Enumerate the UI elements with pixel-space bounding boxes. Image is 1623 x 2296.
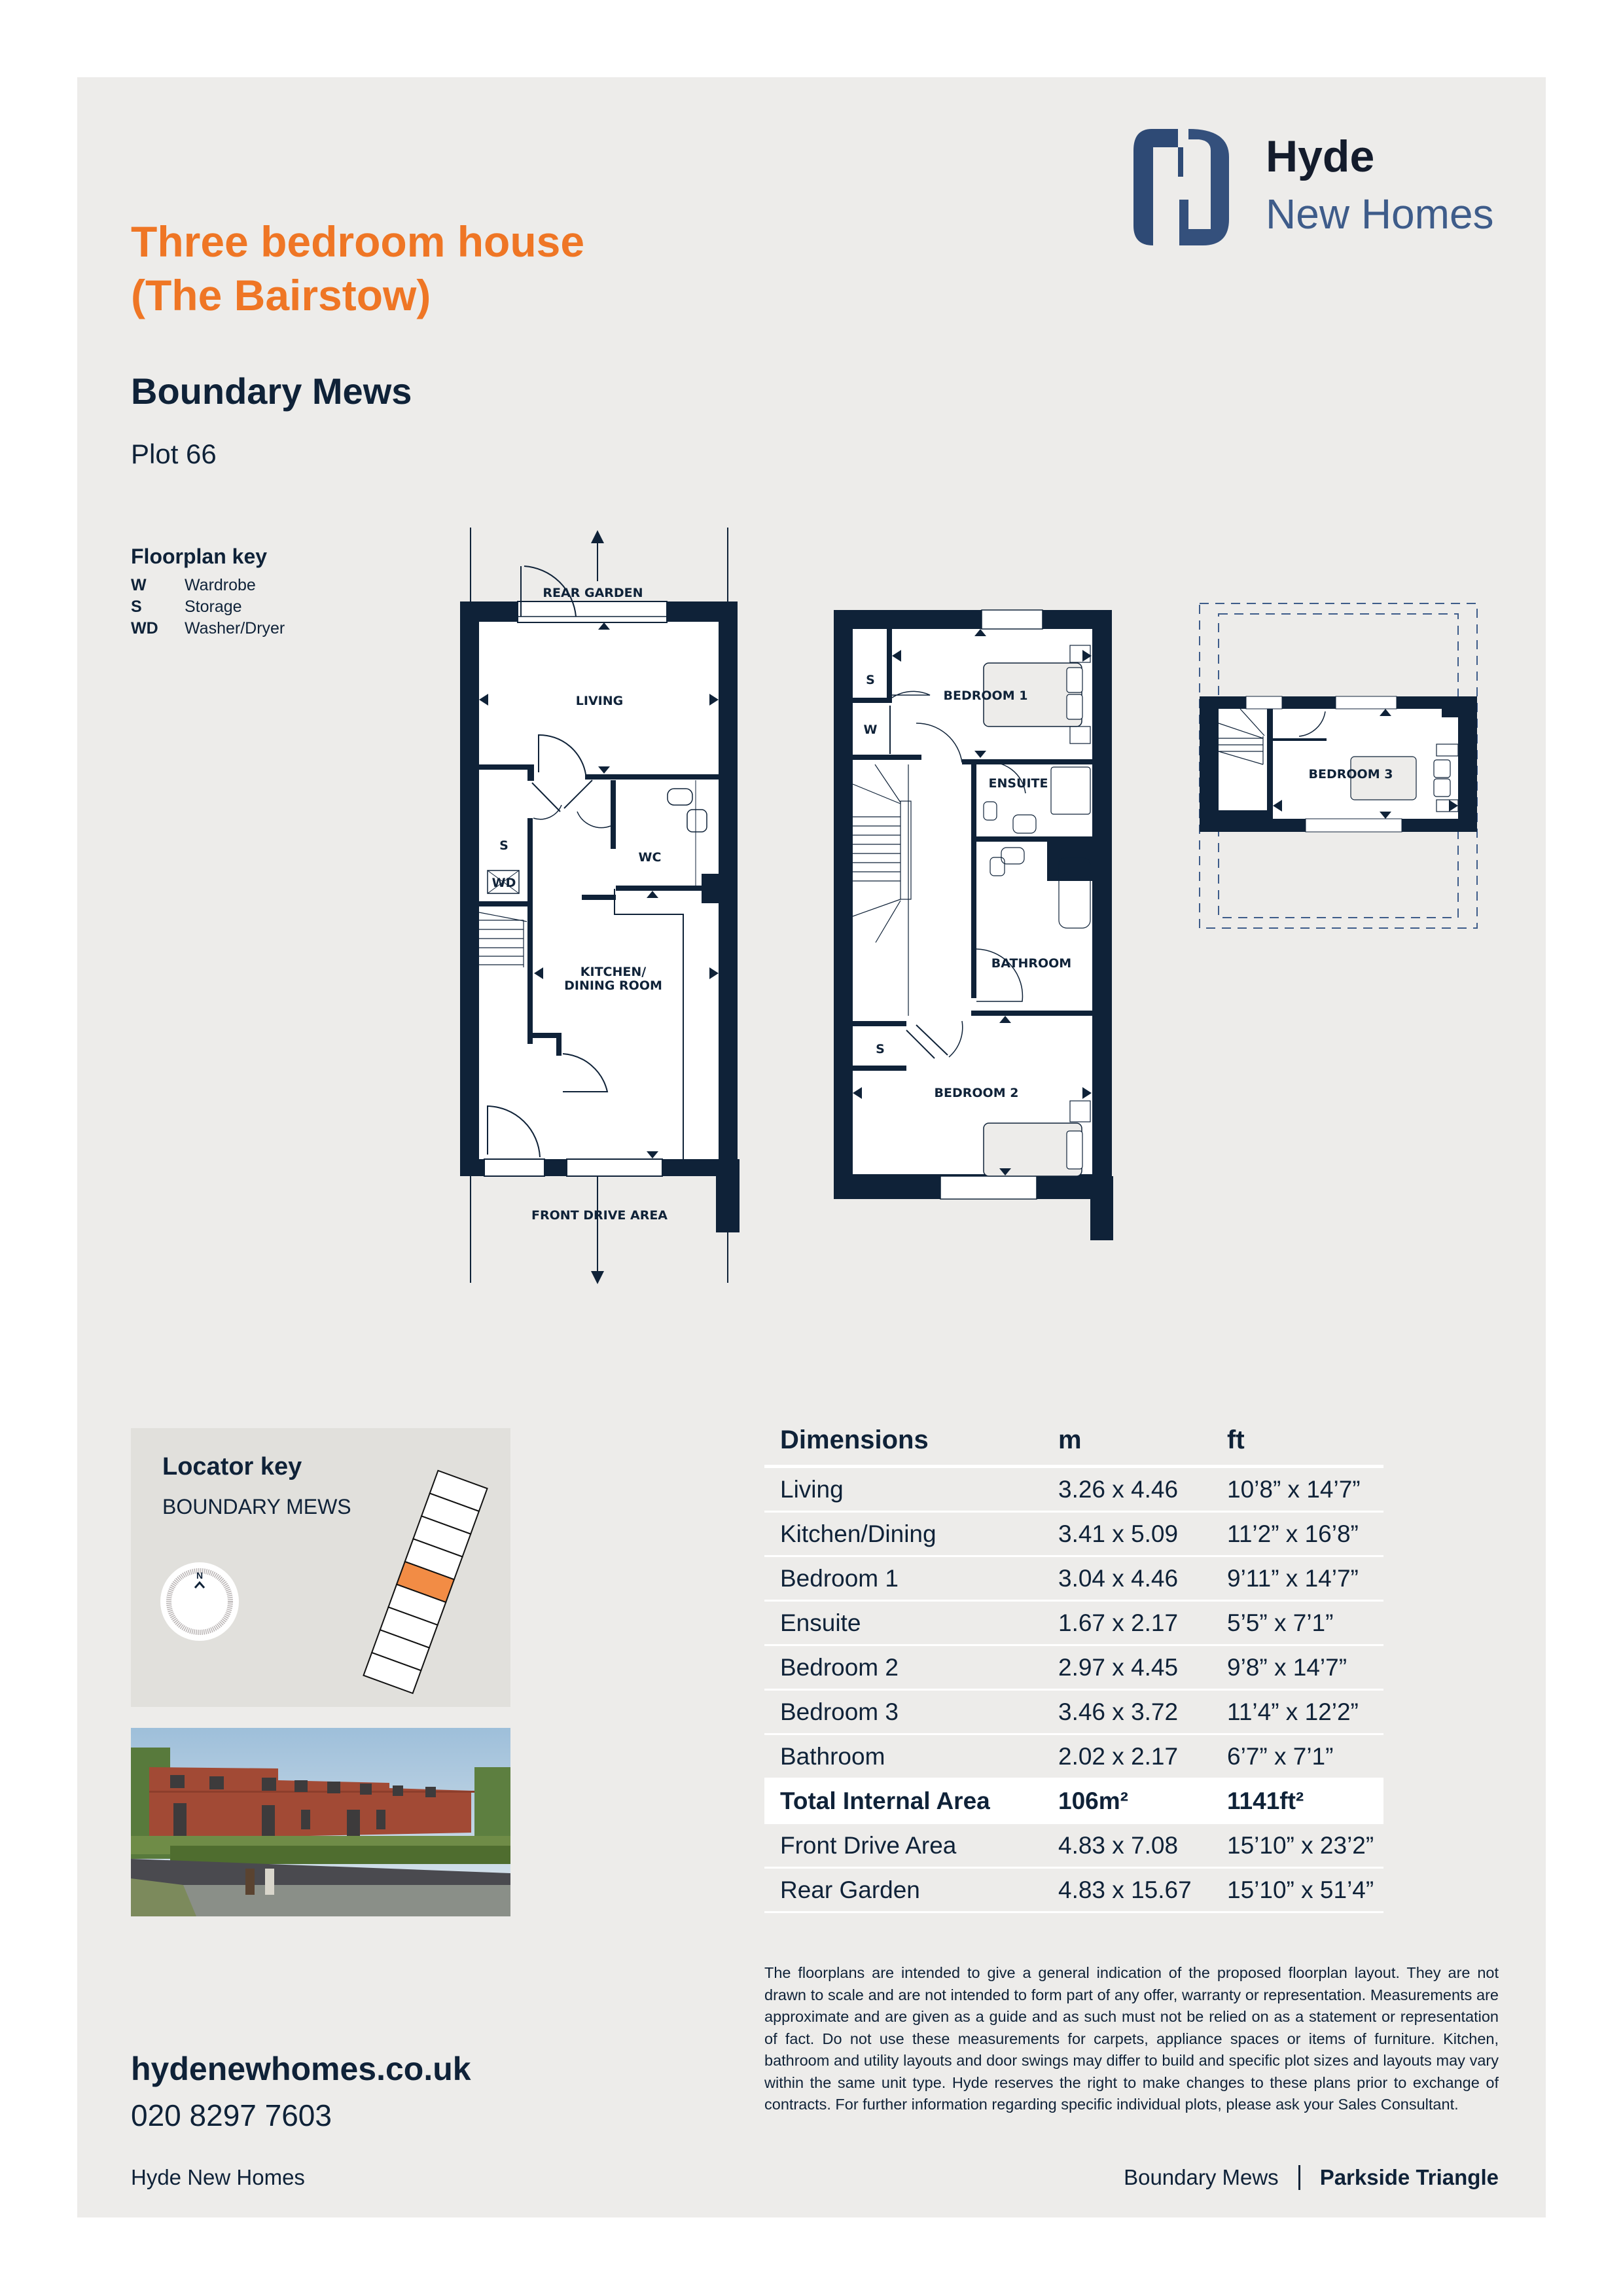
first-floor-plan (834, 610, 1113, 1240)
development-name: Boundary Mews (131, 370, 412, 412)
disclaimer-text: The floorplans are intended to give a general indication of the proposed floorplan layout. They are not drawn to scale and are not intended to form part of any offer, warranty or representation. Measurements are approximate and are given as a guide and as such must not be relied on as a statement or representation of fact. Do not use these measurements for carpets, appliance spaces or items of furniture. Kitchen, bathroom and utility layouts and door swings may differ to build and specific plot sizes and layouts may vary within the same unit type. Hyde reserves the right to make changes to these plans prior to exchange of contracts. For further information regarding specific individual plots, please ask your Sales Consultant. (764, 1964, 1499, 2113)
floorplan-key-title: Floorplan key (131, 545, 268, 568)
metres-value: 3.26 x 4.46 (1058, 1475, 1179, 1503)
footer-location (1124, 2165, 1499, 2190)
plot-number: Plot 66 (131, 439, 217, 469)
label-storage-1: S (866, 673, 875, 687)
terrace-locator-map (360, 1458, 491, 1706)
header-feet: ft (1227, 1425, 1245, 1454)
footer-company: Hyde New Homes (131, 2165, 305, 2189)
room-name: Kitchen/Dining (780, 1520, 936, 1547)
dimensions-row (764, 1735, 1383, 1780)
dimensions-row (764, 1468, 1383, 1513)
key-code: W (131, 576, 147, 594)
label-kitchen-line-1: KITCHEN/ (580, 965, 647, 979)
header-dimensions: Dimensions (780, 1425, 929, 1454)
key-label: Washer/Dryer (185, 619, 285, 637)
label-bedroom-2: BEDROOM 2 (934, 1086, 1019, 1100)
room-name: Total Internal Area (780, 1787, 990, 1814)
total-area-row (764, 1780, 1383, 1824)
label-rear-garden: REAR GARDEN (543, 586, 643, 600)
room-name: Bedroom 2 (780, 1653, 899, 1681)
feet-value: 9’8” x 14’7” (1227, 1653, 1347, 1681)
feet-value: 11’4” x 12’2” (1227, 1698, 1359, 1725)
logo-sub-text: New Homes (1266, 190, 1494, 238)
title-line-2: (The Bairstow) (131, 271, 431, 319)
label-bedroom-1: BEDROOM 1 (943, 689, 1028, 703)
footer-divider (1298, 2165, 1300, 2190)
label-ensuite: ENSUITE (988, 776, 1048, 791)
dimensions-row (764, 1691, 1383, 1735)
label-kitchen-line-2: DINING ROOM (564, 978, 662, 993)
ground-floor-plan (460, 528, 740, 1283)
locator-title: Locator key (162, 1453, 302, 1480)
room-name: Bathroom (780, 1742, 885, 1770)
label-bedroom-3: BEDROOM 3 (1308, 767, 1393, 781)
dimensions-table (764, 1415, 1383, 1913)
header-metres: m (1058, 1425, 1082, 1454)
room-name: Bedroom 1 (780, 1564, 899, 1592)
label-front-drive: FRONT DRIVE AREA (531, 1208, 668, 1223)
footer-site: Parkside Triangle (1319, 2165, 1499, 2189)
key-code: S (131, 598, 142, 616)
feet-value: 5’5” x 7’1” (1227, 1609, 1334, 1636)
metres-value: 3.04 x 4.46 (1058, 1564, 1179, 1592)
feet-value: 9’11” x 14’7” (1227, 1564, 1359, 1592)
logo-brand-text: Hyde (1266, 132, 1375, 181)
feet-value: 10’8” x 14’7” (1227, 1475, 1361, 1503)
feet-value: 11’2” x 16’8” (1227, 1520, 1359, 1547)
locator-key-panel (131, 1428, 510, 1707)
dimensions-row (764, 1869, 1383, 1913)
label-living: LIVING (575, 694, 624, 708)
label-washer-dryer: WD (491, 876, 516, 890)
feet-value: 6’7” x 7’1” (1227, 1742, 1334, 1770)
dimensions-row (764, 1602, 1383, 1646)
website-link[interactable]: hydenewhomes.co.uk (131, 2051, 471, 2087)
footer-development: Boundary Mews (1124, 2165, 1279, 2189)
metres-value: 3.41 x 5.09 (1058, 1520, 1179, 1547)
locator-subtitle: BOUNDARY MEWS (162, 1495, 351, 1518)
label-wc: WC (638, 850, 662, 865)
dimensions-row (764, 1513, 1383, 1557)
phone-number[interactable]: 020 8297 7603 (131, 2098, 332, 2132)
dimensions-header-row (764, 1415, 1383, 1468)
room-name: Front Drive Area (780, 1831, 957, 1859)
dimensions-row (764, 1646, 1383, 1691)
label-storage-2: S (876, 1042, 885, 1056)
label-bathroom: BATHROOM (991, 956, 1072, 971)
feet-value: 15’10” x 23’2” (1227, 1831, 1374, 1859)
feet-value: 15’10” x 51’4” (1227, 1876, 1374, 1903)
key-code: WD (131, 619, 158, 637)
key-label: Storage (185, 598, 242, 616)
room-name: Living (780, 1475, 844, 1503)
label-wardrobe: W (863, 723, 878, 737)
compass-north-label: N (196, 1570, 204, 1581)
development-render-image (131, 1728, 510, 1916)
dimensions-row (764, 1824, 1383, 1869)
metres-value: 1.67 x 2.17 (1058, 1609, 1179, 1636)
metres-value: 106m² (1058, 1787, 1128, 1814)
metres-value: 2.02 x 2.17 (1058, 1742, 1179, 1770)
metres-value: 4.83 x 7.08 (1058, 1831, 1179, 1859)
label-storage: S (499, 838, 508, 853)
feet-value: 1141ft² (1227, 1787, 1304, 1814)
metres-value: 2.97 x 4.45 (1058, 1653, 1179, 1681)
dimensions-row (764, 1557, 1383, 1602)
room-name: Bedroom 3 (780, 1698, 899, 1725)
metres-value: 4.83 x 15.67 (1058, 1876, 1192, 1903)
compass-icon (157, 1559, 242, 1644)
second-floor-plan (1200, 603, 1477, 928)
metres-value: 3.46 x 3.72 (1058, 1698, 1179, 1725)
room-name: Ensuite (780, 1609, 861, 1636)
room-name: Rear Garden (780, 1876, 920, 1903)
key-label: Wardrobe (185, 576, 256, 594)
title-line-1: Three bedroom house (131, 217, 585, 266)
